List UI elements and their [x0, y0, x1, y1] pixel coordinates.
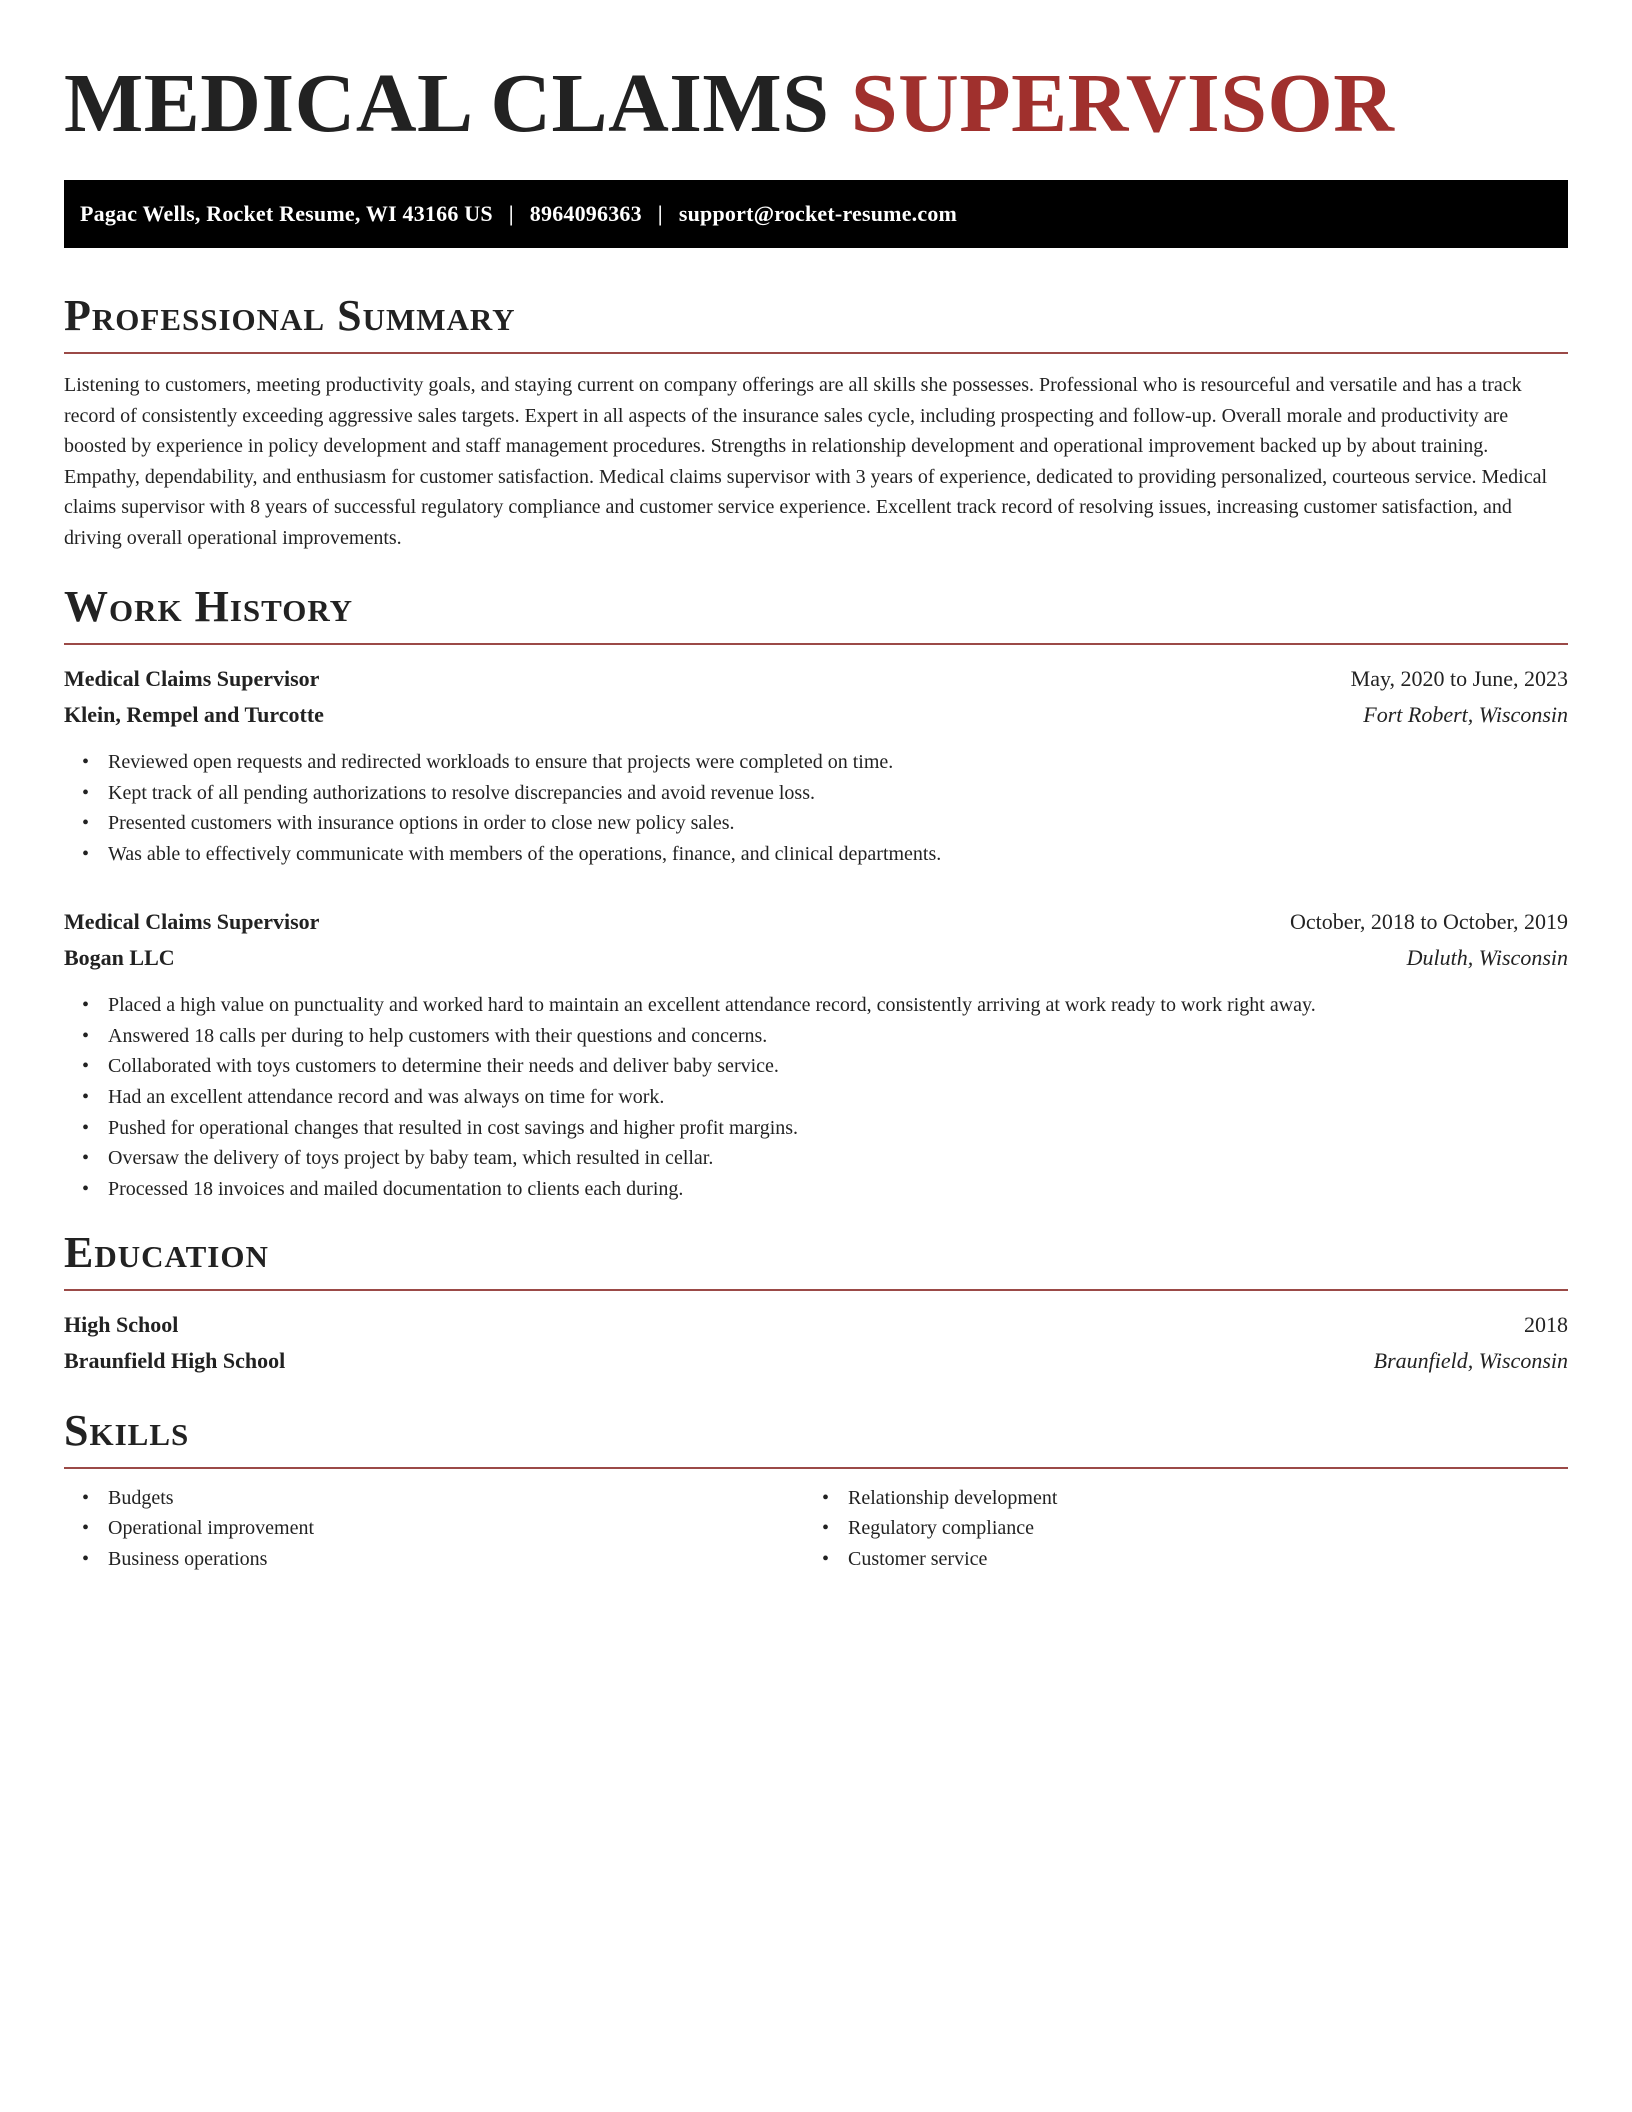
- summary-section: [64, 288, 1568, 553]
- contact-phone: 8964096363: [529, 201, 642, 226]
- section-divider: [64, 1289, 1568, 1291]
- job-duty: • Reviewed open requests and redirected workloads to ensure that projects were completed on time.: [108, 747, 1568, 778]
- job-company-row: [64, 940, 1568, 976]
- summary-heading: Professional Summary: [64, 291, 516, 340]
- contact-address: Pagac Wells, Rocket Resume, WI 43166 US: [80, 201, 493, 226]
- education-degree-row: [64, 1307, 1568, 1343]
- job-duty: • Was able to effectively communicate with members of the operations, finance, and clinical departments.: [108, 839, 1568, 870]
- education-school-row: [64, 1343, 1568, 1379]
- job-duty: • Answered 18 calls per during to help customers with their questions and concerns.: [108, 1021, 1568, 1052]
- contact-separator: |: [657, 201, 663, 226]
- job-location: Duluth, Wisconsin: [1406, 944, 1568, 970]
- resume-page: [64, 0, 1568, 1575]
- resume-name: [64, 0, 1568, 152]
- job-duties-list: [64, 990, 1568, 1205]
- contact-email: support@rocket-resume.com: [678, 201, 958, 226]
- skill-item: • Operational improvement: [108, 1513, 804, 1544]
- job-duty: • Processed 18 invoices and mailed documentation to clients each during.: [108, 1174, 1568, 1205]
- job-duty: • Oversaw the delivery of toys project by baby team, which resulted in cellar.: [108, 1143, 1568, 1174]
- summary-text: Listening to customers, meeting productivity goals, and staying current on company offerings are all skills she possesses. Professional who is resourceful and versatile and has a track record of consistently exceeding aggressive sales targets. Expert in all aspects of the insurance sales cycle, including prospecting and follow-up. Overall morale and productivity are boosted by experience in policy development and staff management procedures. Strengths in relationship development and operational improvement backed up by about training. Empathy, dependability, and enthusiasm for customer satisfaction. Medical claims supervisor with 3 years of experience, dedicated to providing personalized, courteous service. Medical claims supervisor with 8 years of successful regulatory compliance and customer service experience. Excellent track record of resolving issues, increasing customer satisfaction, and driving overall operational improvements.: [64, 374, 1548, 549]
- skills-list: [804, 1483, 1544, 1575]
- job-entry: [64, 904, 1568, 1205]
- section-divider: [64, 643, 1568, 645]
- skills-list: [64, 1483, 804, 1575]
- work-history-heading: Work History: [64, 582, 354, 631]
- education-location: Braunfield, Wisconsin: [1373, 1347, 1568, 1373]
- job-dates: May, 2020 to June, 2023: [1350, 666, 1568, 691]
- job-entry: [64, 661, 1568, 870]
- skill-item: • Customer service: [848, 1544, 1544, 1575]
- work-history-section: [64, 579, 1568, 1205]
- job-title: Medical Claims Supervisor: [64, 666, 320, 691]
- skill-item: • Budgets: [108, 1483, 804, 1514]
- skills-heading: Skills: [64, 1405, 190, 1455]
- job-duty: • Pushed for operational changes that resulted in cost savings and higher profit margins.: [108, 1113, 1568, 1144]
- job-company: Klein, Rempel and Turcotte: [64, 702, 324, 727]
- job-duty: • Placed a high value on punctuality and worked hard to maintain an excellent attendance record, consistently arriving at work ready to work right away.: [108, 990, 1568, 1021]
- contact-separator: |: [508, 201, 514, 226]
- skills-column-left: [64, 1483, 804, 1575]
- skills-section: [64, 1403, 1568, 1575]
- section-divider: [64, 1467, 1568, 1469]
- section-divider: [64, 352, 1568, 354]
- skill-item: • Regulatory compliance: [848, 1513, 1544, 1544]
- education-entry: [64, 1307, 1568, 1379]
- name-accent: SUPERVISOR: [850, 57, 1395, 150]
- contact-bar: [64, 180, 1568, 248]
- job-duty: • Kept track of all pending authorizations to resolve discrepancies and avoid revenue loss.: [108, 778, 1568, 809]
- skill-item: • Business operations: [108, 1544, 804, 1575]
- job-title: Medical Claims Supervisor: [64, 908, 320, 934]
- job-duty: • Collaborated with toys customers to determine their needs and deliver baby service.: [108, 1051, 1568, 1082]
- job-company-row: [64, 697, 1568, 733]
- job-location: Fort Robert, Wisconsin: [1363, 702, 1568, 727]
- skill-item: • Relationship development: [848, 1483, 1544, 1514]
- job-company: Bogan LLC: [64, 944, 175, 970]
- name-primary: MEDICAL CLAIMS: [64, 57, 830, 150]
- job-dates: October, 2018 to October, 2019: [1289, 908, 1568, 934]
- job-duties-list: [64, 747, 1568, 870]
- education-degree: High School: [64, 1311, 179, 1337]
- education-section: [64, 1225, 1568, 1379]
- job-duty: • Had an excellent attendance record and was always on time for work.: [108, 1082, 1568, 1113]
- education-heading: Education: [64, 1227, 269, 1277]
- skills-column-right: [804, 1483, 1544, 1575]
- education-year: 2018: [1524, 1311, 1568, 1337]
- skills-columns: [64, 1483, 1568, 1575]
- job-duty: • Presented customers with insurance options in order to close new policy sales.: [108, 808, 1568, 839]
- job-header-row: [64, 661, 1568, 697]
- job-header-row: [64, 904, 1568, 940]
- education-school: Braunfield High School: [64, 1347, 286, 1373]
